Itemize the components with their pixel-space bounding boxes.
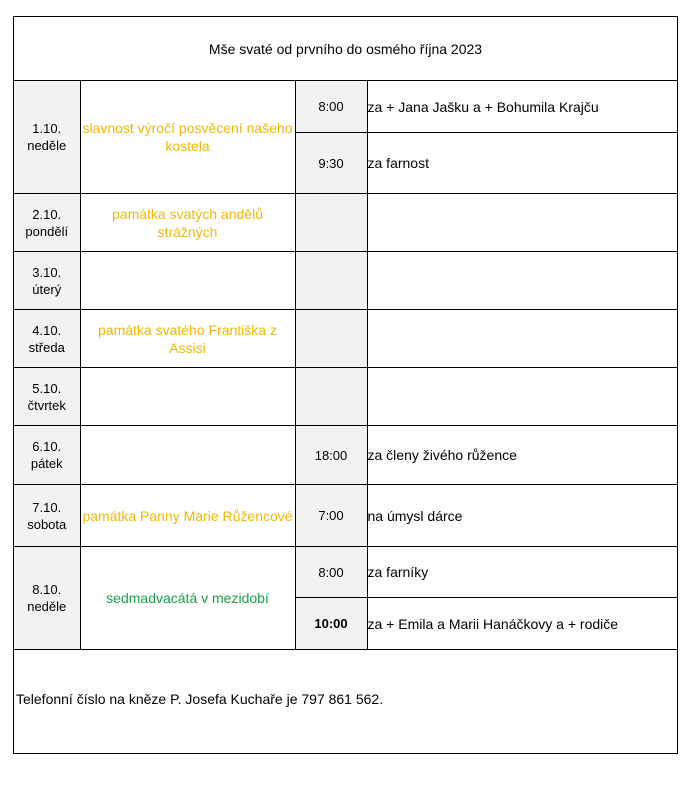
weekday-label: pondělí: [25, 223, 69, 239]
feast-cell: slavnost výročí posvěcení našeho kostela: [80, 81, 295, 194]
mass-intention: za + Emila a Marii Hanáčkovy a + rodiče: [367, 598, 677, 650]
table-row: [14, 81, 677, 133]
date-label: 8.10.: [32, 582, 62, 597]
mass-intention: [367, 194, 677, 252]
weekday-label: úterý: [32, 281, 62, 297]
date-label: 5.10.: [32, 380, 62, 396]
mass-time: [295, 368, 367, 426]
feast-cell: [80, 426, 295, 485]
table-row: [14, 547, 677, 598]
mass-time: 8:00: [295, 81, 367, 133]
mass-intention: za farnost: [367, 133, 677, 194]
mass-intention: za + Jana Jašku a + Bohumila Krajču: [367, 81, 677, 133]
mass-intention: za farníky: [367, 547, 677, 598]
date-cell: [14, 81, 80, 194]
date-cell: [14, 368, 80, 426]
date-label: 3.10.: [32, 264, 62, 280]
table-row: [14, 310, 677, 368]
date-cell: [14, 485, 80, 547]
mass-intention: [367, 368, 677, 426]
table-row: [14, 368, 677, 426]
schedule-frame: [13, 16, 678, 754]
mass-time: [295, 252, 367, 310]
date-label: 2.10.: [32, 206, 62, 222]
mass-time: 18:00: [295, 426, 367, 485]
mass-schedule-table: [14, 80, 677, 650]
mass-time: [295, 310, 367, 368]
table-row: [14, 426, 677, 485]
feast-cell: [80, 368, 295, 426]
date-cell: [14, 547, 80, 650]
weekday-label: sobota: [27, 516, 67, 532]
date-label: 6.10.: [32, 439, 62, 454]
feast-cell: památka svatých andělů strážných: [80, 194, 295, 252]
mass-time: 7:00: [295, 485, 367, 547]
feast-cell: [80, 252, 295, 310]
mass-time: [295, 194, 367, 252]
footer-contact-note: Telefonní číslo na kněze P. Josefa Kuchaře je 797 861 562.: [16, 691, 384, 707]
date-label: 4.10.: [32, 322, 62, 338]
mass-intention: na úmysl dárce: [367, 485, 677, 547]
weekday-label: pátek: [30, 456, 63, 471]
table-row: [14, 194, 677, 252]
mass-time: 10:00: [295, 598, 367, 650]
mass-intention: za členy živého růžence: [367, 426, 677, 485]
mass-time: 9:30: [295, 133, 367, 194]
table-row: [14, 485, 677, 547]
date-label: 7.10.: [32, 499, 62, 515]
feast-cell: sedmadvacátá v mezidobí: [80, 547, 295, 650]
date-label: 1.10.: [32, 121, 62, 136]
weekday-label: neděle: [27, 599, 67, 614]
page-title: Mše svaté od prvního do osmého října 2023: [208, 40, 483, 57]
mass-intention: [367, 252, 677, 310]
date-cell: [14, 252, 80, 310]
weekday-label: středa: [28, 339, 65, 355]
date-cell: [14, 426, 80, 485]
mass-intention: [367, 310, 677, 368]
table-row: [14, 252, 677, 310]
date-cell: [14, 310, 80, 368]
weekday-label: neděle: [27, 138, 67, 153]
mass-time: 8:00: [295, 547, 367, 598]
feast-cell: památka svatého Františka z Assisi: [80, 310, 295, 368]
weekday-label: čtvrtek: [27, 397, 66, 413]
date-cell: [14, 194, 80, 252]
feast-cell: památka Panny Marie Růžencové: [80, 485, 295, 547]
